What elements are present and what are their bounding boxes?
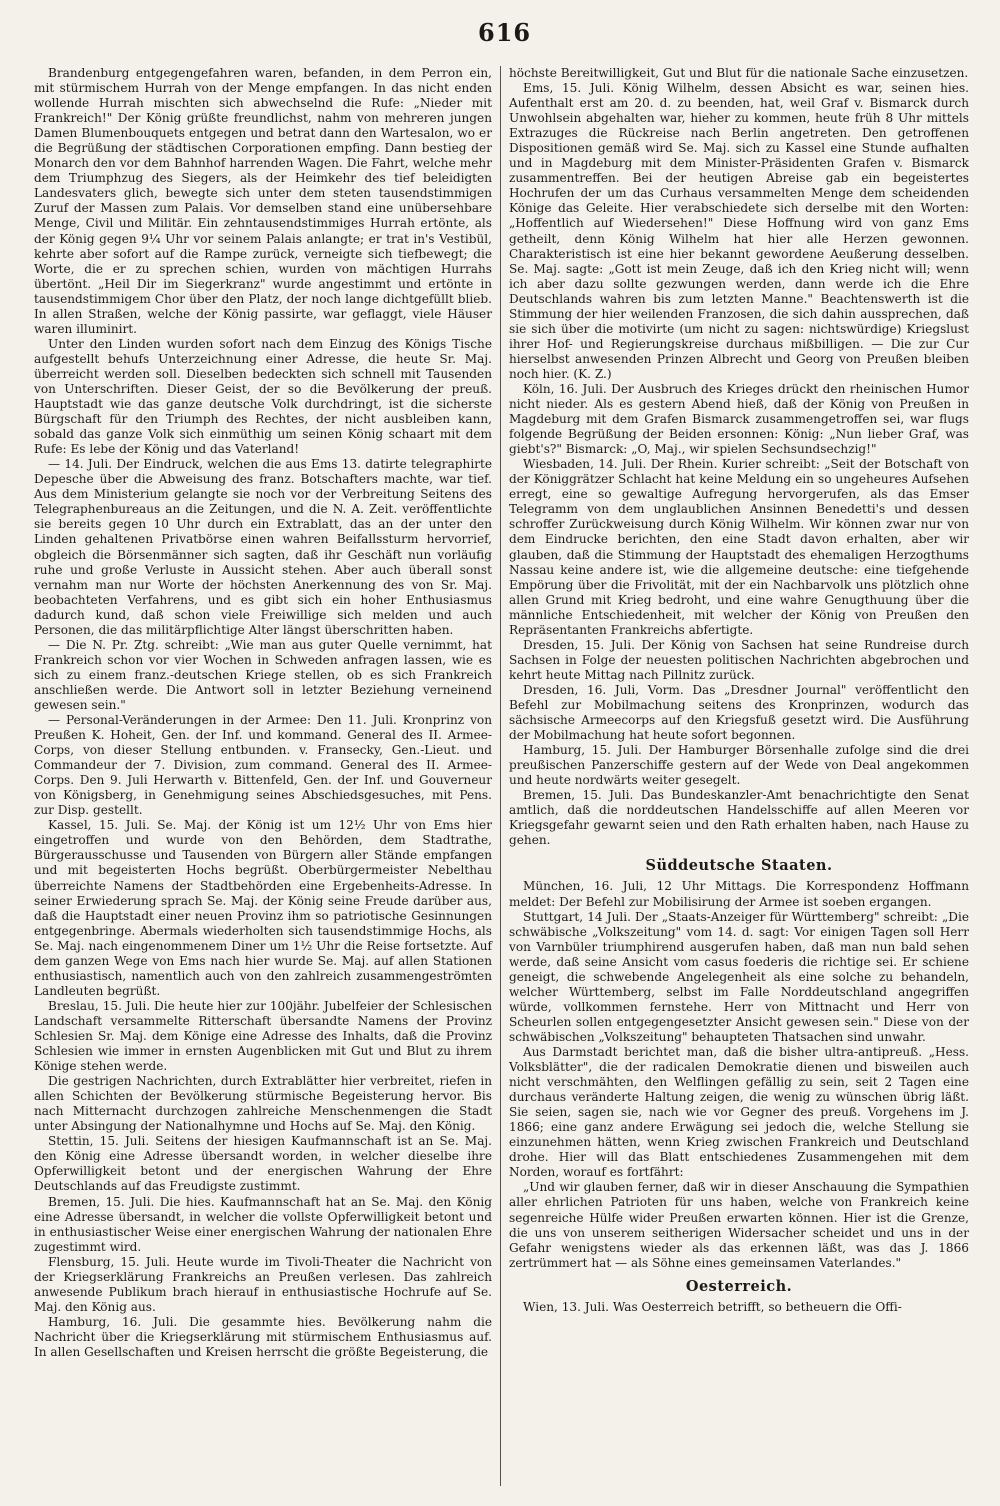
article-paragraph: Stettin, 15. Juli. Seitens der hiesigen Kaufmannschaft ist an Se. Maj. den König eine Adresse übersandt worden, in welcher dieselbe ihre Opferwilligkeit betont und der energischen Wahrung der Ehre Deutschlands auf das Freudigste zustimmt. [34, 1134, 492, 1194]
article-paragraph: Wien, 13. Juli. Was Oesterreich betrifft, so betheuern die Offi- [523, 1299, 902, 1314]
column-divider [500, 66, 501, 1486]
article-paragraph: Wiesbaden, 14. Juli. Der Rhein. Kurier schreibt: „Seit der Botschaft von der Königgrätzer Schlacht hat keine Meldung ein so ungeheures Aufsehen erregt, eine so gewaltige Aufregung hervorgerufen, als das Emser Telegramm von dem unglaublichen Ansinnen Benedetti's und dessen schroffer Zurückweisung durch König Wilhelm. Wir können zwar nur von dem Eindrucke berichten, den eine Stadt davon erhalten, aber wir glauben, daß die Stimmung der Hauptstadt des ehemaligen Herzogthums Nassau keine andere ist, wie die allgemeine deutsche: eine tiefgehende Empörung über die Frivolität, mit der ein Nachbarvolk uns plötzlich ohne allen Grund mit Krieg bedroht, und eine wahre Genugthuung über die männliche Entschiedenheit, mit welcher der König von Preußen den Repräsentanten Frankreichs abfertigte. [509, 457, 969, 637]
article-paragraph: Die gestrigen Nachrichten, durch Extrablätter hier verbreitet, riefen in allen Schichten der Bevölkerung stürmische Begeisterung hervor. Bis nach Mitternacht durchzogen zahlreiche Menschenmengen die Stadt unter Absingung der Nationalhymne und Hochs auf Se. Maj. den König. [34, 1074, 492, 1134]
article-paragraph: Breslau, 15. Juli. Die heute hier zur 100jähr. Jubelfeier der Schlesischen Landschaft versammelte Ritterschaft übersandte Namens der Provinz Schlesien Sr. Maj. dem Könige eine Adresse des Inhalts, daß die Provinz Schlesien wie immer in ernsten Augenblicken mit Gut und Blut zu ihrem Könige stehen werde. [34, 998, 492, 1074]
page-number: 616 [478, 18, 532, 47]
article-paragraph: Hamburg, 16. Juli. Die gesammte hies. Bevölkerung nahm die Nachricht über die Kriegserklärung mit stürmischem Enthusiasmus auf. In allen Gesellschaften und Kreisen herrscht die größte Begeisterung, die [34, 1314, 492, 1359]
section-heading-sueddeutsche-staaten: Süddeutsche Staaten. [645, 857, 833, 875]
right-column [509, 66, 969, 1315]
section-heading-oesterreich: Oesterreich. [685, 1277, 793, 1295]
article-paragraph: Dresden, 16. Juli, Vorm. Das „Dresdner Journal" veröffentlicht den Befehl zur Mobilmachung seitens des Kronprinzen, wodurch das sächsische Armeecorps auf den Kriegsfuß gesetzt wird. Die Ausführung der Mobilmachung hat heute sofort begonnen. [509, 682, 969, 743]
article-paragraph: „Und wir glauben ferner, daß wir in dieser Anschauung die Sympathien aller ehrlichen Patrioten für uns haben, welche von Frankreich keine segenreiche Hülfe wider Preußen erwarten können. Hier ist die Grenze, die uns von unserem seitherigen Widersacher scheidet und uns in der Gefahr wenigstens wieder als das erkennen läßt, was das J. 1866 zertrümmert hat — als Söhne eines gemeinsamen Vaterlandes." [509, 1180, 969, 1270]
article-paragraph: Hamburg, 15. Juli. Der Hamburger Börsenhalle zufolge sind die drei preußischen Panzerschiffe gestern auf der Wede von Deal angekommen und heute nordwärts weiter gesegelt. [509, 743, 969, 788]
article-paragraph: Dresden, 15. Juli. Der König von Sachsen hat seine Rundreise durch Sachsen in Folge der neuesten politischen Nachrichten abgebrochen und kehrt heute Mittag nach Pillnitz zurück. [509, 637, 969, 682]
article-paragraph: Unter den Linden wurden sofort nach dem Einzug des Königs Tische aufgestellt behufs Unterzeichnung einer Adresse, die heute Sr. Maj. überreicht werden soll. Dieselben bedeckten sich schnell mit Tausenden von Unterschriften. Dieser Geist, der so die Bevölkerung der preuß. Hauptstadt wie das ganze deutsche Volk durchdringt, ist die sicherste Bürgschaft für den Triumph des Rechtes, der nicht ausbleiben kann, sobald das ganze Volk sich einmüthig um seinen König schaart mit dem Rufe: Es lebe der König und das Vaterland! [34, 336, 492, 457]
article-paragraph: — Die N. Pr. Ztg. schreibt: „Wie man aus guter Quelle vernimmt, hat Frankreich schon vor vier Wochen in Schweden anfragen lassen, wie es sich zu einem franz.-deutschen Kriege stellen, ob es sich Frankreich anschließen werde. Die Antwort soll in letzter Beziehung verneinend gewesen sein." [34, 637, 492, 712]
article-paragraph: höchste Bereitwilligkeit, Gut und Blut für die nationale Sache einzusetzen. [509, 66, 969, 80]
article-paragraph: Bremen, 15. Juli. Die hies. Kaufmannschaft hat an Se. Maj. den König eine Adresse übersandt, in welcher die vollste Opferwilligkeit betont und in enthusiastischer Weise einer energischen Wahrung der nationalen Ehre zugestimmt wird. [34, 1194, 492, 1254]
article-paragraph: — Personal-Veränderungen in der Armee: Den 11. Juli. Kronprinz von Preußen K. Hoheit, Gen. der Inf. und kommand. General des II. Armee-Corps, von dieser Stellung entbunden. v. Fransecky, Gen.-Lieut. und Commandeur der 7. Division, zum command. General des II. Armee-Corps. Den 9. Juli Herwarth v. Bittenfeld, Gen. der Inf. und Gouverneur von Königsberg, in Genehmigung seines Abschiedsgesuches, mit Pens. zur Disp. gestellt. [34, 713, 492, 818]
article-paragraph: Stuttgart, 14 Juli. Der „Staats-Anzeiger für Württemberg" schreibt: „Die schwäbische „Volkszeitung" vom 14. d. sagt: Vor einigen Tagen soll Herr von Varnbüler triumphirend ausgerufen haben, daß man nun bald sehen werde, daß seine Ansicht vom casus foederis die richtige sei. Er schiene geneigt, die schwebende Angelegenheit als eine solche zu behandeln, welcher Württemberg, selbst im Falle Norddeutschland angegriffen würde, vollkommen fernstehe. Herr von Mittnacht und Herr von Scheurlen sollen entgegengesetzter Ansicht gewesen sein." Diese von der schwäbischen „Volkszeitung" behaupteten Thatsachen sind unwahr. [509, 909, 969, 1044]
article-paragraph: München, 16. Juli, 12 Uhr Mittags. Die Korrespondenz Hoffmann meldet: Der Befehl zur Mobilisirung der Armee ist soeben ergangen. [509, 879, 969, 909]
article-paragraph: Ems, 15. Juli. König Wilhelm, dessen Absicht es war, seinen hies. Aufenthalt erst am 20. d. zu beenden, hat, weil Graf v. Bismarck durch Unwohlsein abgehalten war, hieher zu kommen, heute früh 8 Uhr mittels Extrazuges die Rückreise nach Berlin angetreten. Den getroffenen Dispositionen gemäß wird Se. Maj. sich zu Kassel eine Stunde aufhalten und in Magdeburg mit dem Minister-Präsidenten Grafen v. Bismarck zusammentreffen. Bei der heutigen Abreise gab ein begeistertes Hochrufen der um das Curhaus versammelten Menge dem scheidenden Könige das Geleite. Hier verabschiedete sich derselbe mit den Worten: „Hoffentlich auf Wiedersehen!" Diese Hoffnung wird von ganz Ems getheilt, denn König Wilhelm hat hier alle Herzen gewonnen. Charakteristisch ist eine hier bekannt gewordene Aeußerung desselben. Se. Maj. sagte: „Gott ist mein Zeuge, daß ich den Krieg nicht will; wenn ich aber dazu sollte gezwungen werden, dann werde ich die Ehre Deutschlands wahren bis zum letzten Manne." Beachtenswerth ist die Stimmung der hier weilenden Franzosen, die sich dahin aussprechen, daß sie sich über die motivirte (um nicht zu sagen: nichtswürdige) Kriegslust ihrer Hof- und Regierungskreise durchaus mißbilligen. — Die zur Cur hierselbst anwesenden Prinzen Albrecht und Georg von Preußen bleiben noch hier. (K. Z.) [509, 81, 969, 381]
article-paragraph: Köln, 16. Juli. Der Ausbruch des Krieges drückt den rheinischen Humor nicht nieder. Als es gestern Abend hieß, daß der König von Preußen in Magdeburg mit dem Grafen Bismarck zusammengetroffen sei, war flugs folgende Begrüßung der Beiden ersonnen: König: „Nun lieber Graf, was giebt's?" Bismarck: „O, Maj., wir spielen Sechsundsechzig!" [509, 381, 969, 457]
article-paragraph: Kassel, 15. Juli. Se. Maj. der König ist um 12½ Uhr von Ems hier eingetroffen und wurde von den Behörden, dem Stadtrathe, Bürgerausschusse und Tausenden von Bürgern aller Stände empfangen und mit begeisterten Hochs begrüßt. Oberbürgermeister Nebelthau überreichte Namens der Stadtbehörden eine Ergebenheits-Adresse. In seiner Erwiederung sprach Se. Maj. der König seine Freude darüber aus, daß die Hauptstadt einer neuen Provinz ihm so patriotische Gesinnungen entgegenbringe. Abermals wiederholten sich tausendstimmige Hochs, als Se. Maj. nach eingenommenem Diner um 1½ Uhr die Reise fortsetzte. Auf dem ganzen Wege von Ems nach hier wurde Se. Maj. auf allen Stationen enthusiastisch, namentlich auch von den zahlreich zusammengeströmten Landleuten begrüßt. [34, 818, 492, 998]
article-paragraph: Brandenburg entgegengefahren waren, befanden, in dem Perron ein, mit stürmischem Hurrah von der Menge empfangen. In das nicht enden wollende Hurrah mischten sich abwechselnd die Rufe: „Nieder mit Frankreich!" Der König grüßte freundlichst, nahm von mehreren jungen Damen Blumenbouquets entgegen und betrat dann den Wartesalon, wo er die Begrüßung der städtischen Corporationen empfing. Dann bestieg der Monarch den vor dem Bahnhof harrenden Wagen. Die Fahrt, welche mehr dem Triumphzug des Siegers, als der Heimkehr des tief beleidigten Landesvaters glich, bewegte sich unter dem steten tausendstimmigen Zuruf der Massen zum Palais. Vor demselben stand eine unübersehbare Menge, Civil und Militär. Ein zehntausendstimmiges Hurrah ertönte, als der König gegen 9¼ Uhr vor seinem Palais anlangte; er trat in's Vestibül, kehrte aber sofort auf die Rampe zurück, verneigte sich tiefbewegt; die Worte, die er zu sprechen schien, wurden von mächtigen Hurrahs übertönt. „Heil Dir im Siegerkranz" wurde angestimmt und ertönte in tausendstimmigem Chor über den Platz, der noch lange dichtgefüllt blieb. In allen Straßen, welche der König passirte, war geflaggt, viele Häuser waren illuminirt. [34, 66, 492, 336]
article-paragraph: Aus Darmstadt berichtet man, daß die bisher ultra-antipreuß. „Hess. Volksblätter", die der radicalen Demokratie dienen und bisweilen auch nicht verschmähten, den Welflingen gefällig zu sein, seit 2 Tagen eine durchaus veränderte Haltung zeigen, die wenig zu wünschen übrig läßt. Sie seien, sagen sie, nach wie vor Gegner des preuß. Vorgehens im J. 1866; eine ganz andere Erwägung sei jedoch die, welche Stellung sie einzunehmen hätten, wenn Krieg zwischen Frankreich und Deutschland drohe. Hier will das Blatt entschiedenes Zusammengehen mit dem Norden, worauf es fortfährt: [509, 1045, 969, 1180]
left-column [34, 66, 492, 1360]
article-paragraph: — 14. Juli. Der Eindruck, welchen die aus Ems 13. datirte telegraphirte Depesche über die Abweisung des franz. Botschafters machte, war tief. Aus dem Ministerium gelangte sie noch vor der Verbreitung Seitens des Telegraphenbureaus an die Zeitungen, und die N. A. Zeit. veröffentlichte sie bereits gegen 10 Uhr durch ein Extrablatt, das an der unter den Linden gehaltenen Privatbörse einen wahren Beifallssturm hervorrief, obgleich die Börsenmänner sich sagten, daß ihr Geschäft nun vorläufig ruhe und große Verluste in Aussicht stehen. Aber auch überall sonst vernahm man nur Worte der höchsten Anerkennung des von Sr. Maj. beobachteten Verfahrens, und es gibt sich ein hoher Enthusiasmus dadurch kund, daß schon viele Freiwillige sich melden und auch Personen, die das militärpflichtige Alter längst überschritten haben. [34, 457, 492, 637]
article-paragraph: Flensburg, 15. Juli. Heute wurde im Tivoli-Theater die Nachricht von der Kriegserklärung Frankreichs an Preußen verlesen. Das zahlreich anwesende Publikum brach hierauf in enthusiastische Hochrufe auf Se. Maj. den König aus. [34, 1254, 492, 1314]
article-paragraph: Bremen, 15. Juli. Das Bundeskanzler-Amt benachrichtigte den Senat amtlich, daß die norddeutschen Handelsschiffe auf allen Meeren vor Kriegsgefahr gewarnt seien und den Rath erhalten haben, nach Hause zu gehen. [509, 788, 969, 848]
